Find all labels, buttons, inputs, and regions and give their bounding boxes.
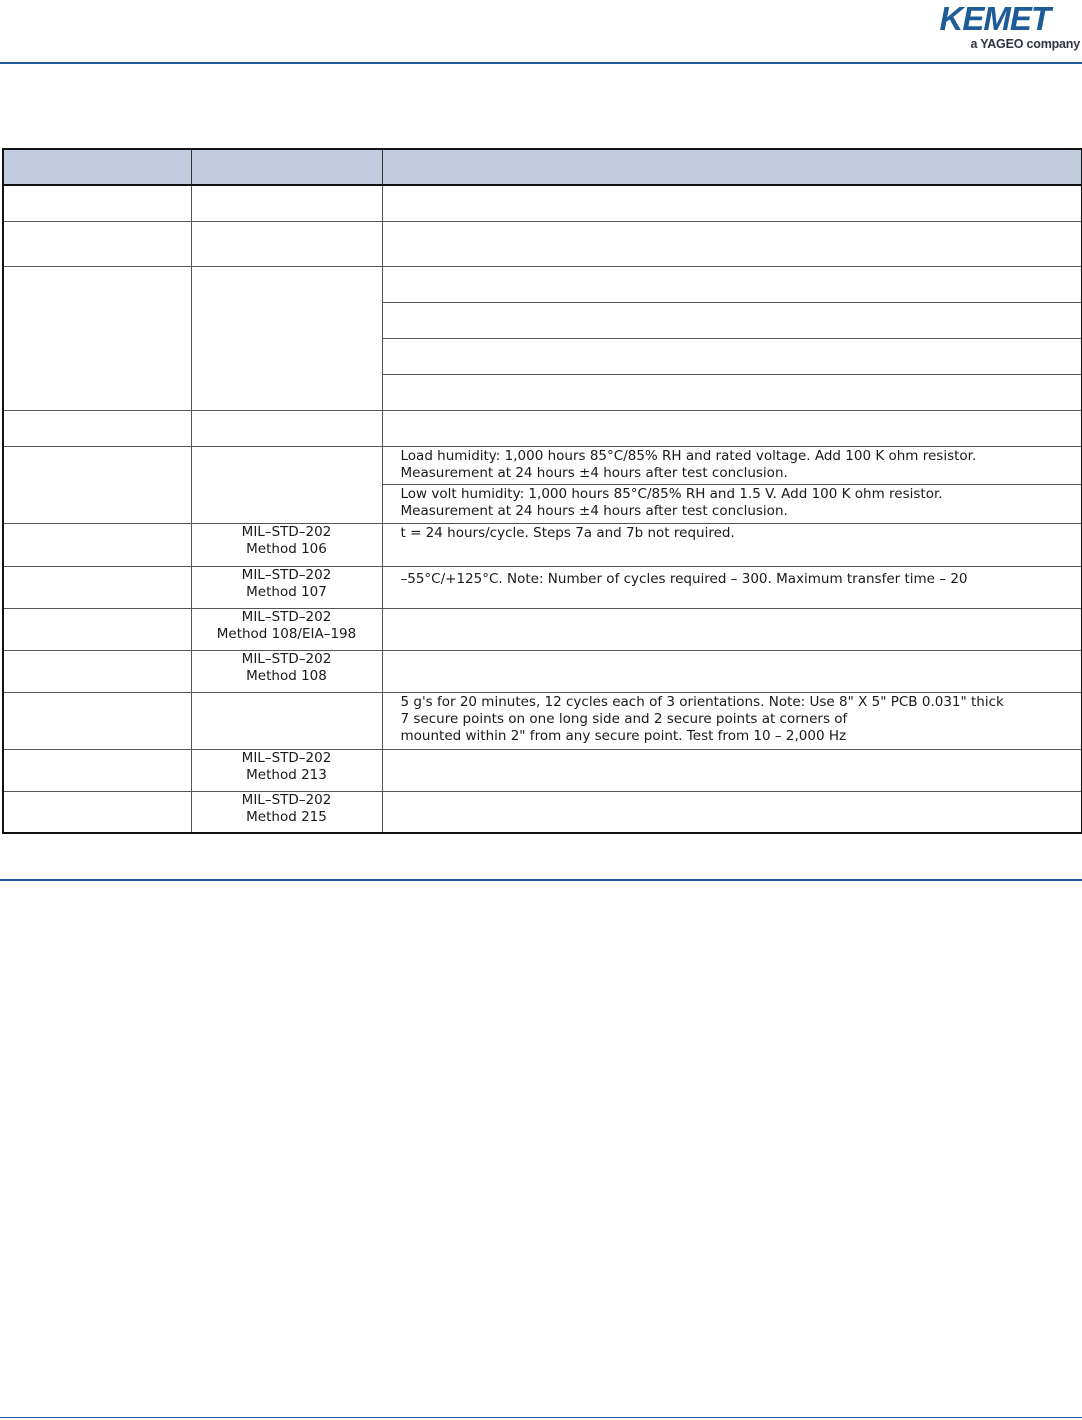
table-row: [3, 410, 1082, 446]
standard-text: MIL–STD–202: [241, 566, 332, 583]
condition-cell: [382, 221, 1082, 266]
method-text: Method 213: [246, 766, 327, 783]
reference-cell: [191, 446, 382, 523]
method-text: Method 106: [246, 540, 327, 557]
table-row: [3, 266, 1082, 302]
reference-cell: [191, 791, 382, 833]
condition-cell: [382, 302, 1082, 338]
table-row: [3, 749, 1082, 791]
condition-cell: [382, 185, 1082, 221]
condition-cell: [382, 338, 1082, 374]
reference-cell: [191, 650, 382, 692]
condition-text: t = 24 hours/cycle. Steps 7a and 7b not required.: [400, 524, 735, 541]
method-text: Method 107: [246, 583, 327, 600]
kemet-wordmark: KEMET: [939, 0, 1050, 37]
condition-cell: [382, 608, 1082, 650]
table-row: [3, 446, 1082, 484]
test-name-cell: [3, 410, 191, 446]
test-name-cell: [3, 185, 191, 221]
test-name-cell: [3, 791, 191, 833]
table-row: [3, 221, 1082, 266]
test-name-cell: [3, 523, 191, 566]
method-text: Method 215: [246, 808, 327, 825]
condition-cell: [382, 650, 1082, 692]
condition-cell: [382, 374, 1082, 410]
reference-cell: [191, 692, 382, 749]
condition-cell: [382, 749, 1082, 791]
table-row: [3, 692, 1082, 749]
table-row: [3, 185, 1082, 221]
condition-text: Load humidity: 1,000 hours 85°C/85% RH and rated voltage. Add 100 K ohm resistor.: [400, 447, 977, 464]
standard-text: MIL–STD–202: [241, 749, 332, 766]
test-name-cell: [3, 692, 191, 749]
condition-text: Measurement at 24 hours ±4 hours after test conclusion.: [400, 464, 788, 481]
reference-cell: [191, 410, 382, 446]
kemet-logo: [930, 2, 1080, 54]
method-text: Method 108/EIA–198: [216, 625, 357, 642]
condition-text: 7 secure points on one long side and 2 secure points at corners of: [400, 710, 848, 727]
yageo-tagline: a YAGEO company: [970, 37, 1080, 51]
condition-cell: [382, 410, 1082, 446]
condition-cell: [382, 266, 1082, 302]
reference-cell: [191, 566, 382, 608]
test-name-cell: [3, 650, 191, 692]
table-row: [3, 608, 1082, 650]
test-specification-table: [2, 148, 1082, 834]
condition-cell: [382, 523, 1082, 566]
standard-text: MIL–STD–202: [241, 523, 332, 540]
condition-text: –55°C/+125°C. Note: Number of cycles required – 300. Maximum transfer time – 20: [400, 570, 968, 587]
standard-text: MIL–STD–202: [241, 650, 332, 667]
header-divider: [0, 62, 1082, 64]
footer-divider: [0, 1417, 1082, 1418]
test-name-cell: [3, 608, 191, 650]
reference-cell: [191, 185, 382, 221]
test-name-cell: [3, 566, 191, 608]
condition-text: Measurement at 24 hours ±4 hours after test conclusion.: [400, 502, 788, 519]
test-name-cell: [3, 266, 191, 410]
header-cell-condition: [382, 149, 1082, 185]
test-name-cell: [3, 221, 191, 266]
test-name-cell: [3, 446, 191, 523]
condition-cell: [382, 484, 1082, 523]
header-cell-test: [3, 149, 191, 185]
reference-cell: [191, 523, 382, 566]
table-row: [3, 523, 1082, 566]
reference-cell: [191, 221, 382, 266]
condition-text: Low volt humidity: 1,000 hours 85°C/85% RH and 1.5 V. Add 100 K ohm resistor.: [400, 485, 943, 502]
standard-text: MIL–STD–202: [241, 608, 332, 625]
header-cell-reference: [191, 149, 382, 185]
table-row: [3, 650, 1082, 692]
table-row: [3, 566, 1082, 608]
table-header-row: [3, 149, 1082, 185]
reference-cell: [191, 608, 382, 650]
table-row: [3, 791, 1082, 833]
condition-cell: [382, 566, 1082, 608]
test-name-cell: [3, 749, 191, 791]
standard-text: MIL–STD–202: [241, 791, 332, 808]
condition-text: 5 g's for 20 minutes, 12 cycles each of 3 orientations. Note: Use 8" X 5" PCB 0.031" thick: [400, 693, 1004, 710]
condition-text: mounted within 2" from any secure point. Test from 10 – 2,000 Hz: [400, 727, 847, 744]
condition-cell: [382, 446, 1082, 484]
condition-cell: [382, 692, 1082, 749]
method-text: Method 108: [246, 667, 327, 684]
reference-cell: [191, 266, 382, 410]
condition-cell: [382, 791, 1082, 833]
reference-cell: [191, 749, 382, 791]
section-divider: [0, 879, 1082, 881]
